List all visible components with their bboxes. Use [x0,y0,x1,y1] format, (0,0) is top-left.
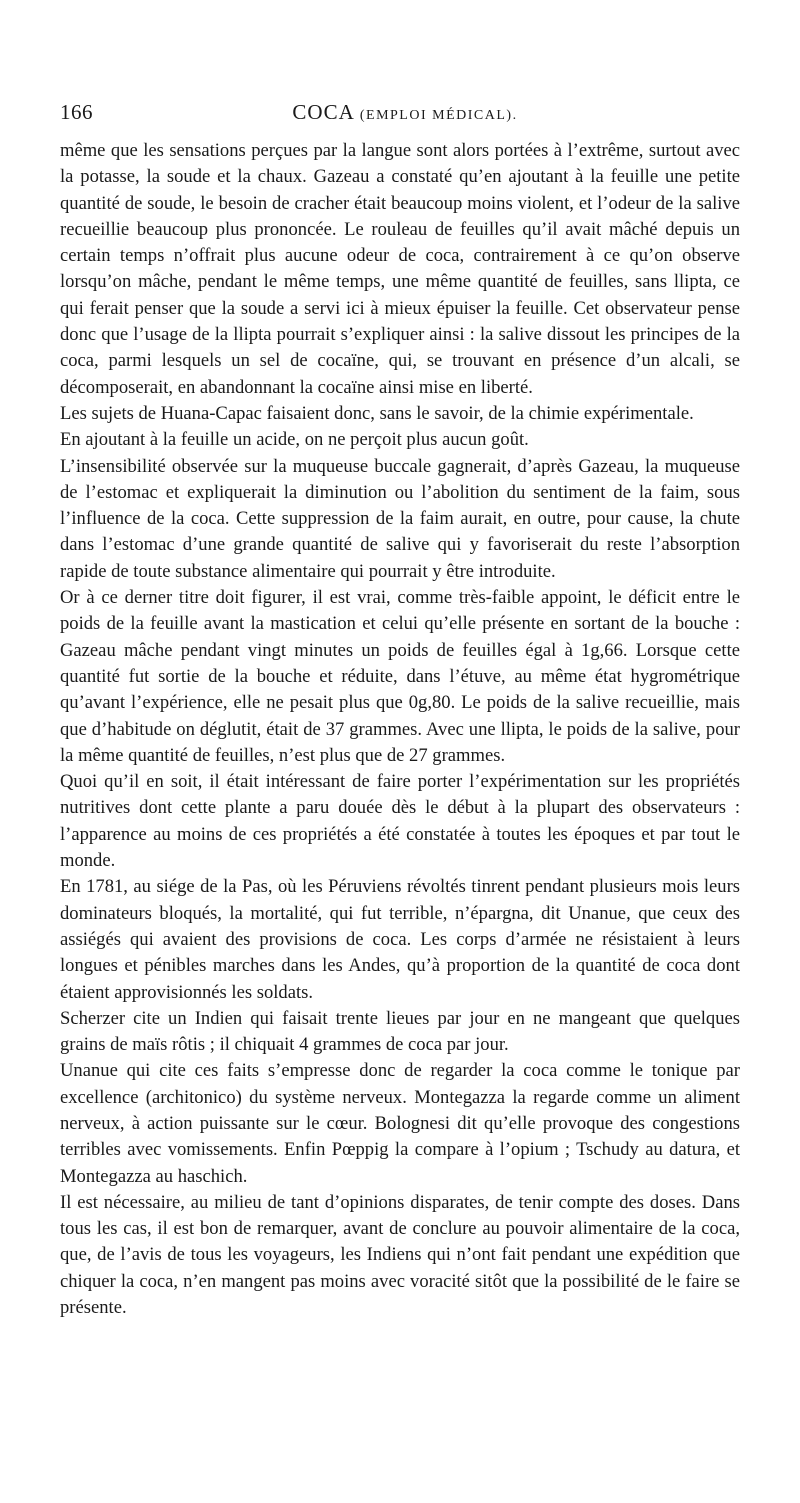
paragraph: En ajoutant à la feuille un acide, on ne perçoit plus aucun goût. [60,429,529,451]
running-title-main: COCA [292,100,354,124]
paragraph: Unanue qui cite ces faits s’empresse donc de regarder la coca comme le tonique par excellence (architonico) du système nerveux. Montegazza la regarde comme un aliment nerveux, à action puissante sur le cœur. Bolognesi dit qu’elle provoque des congestions terribles avec vomissements. Enfin Pœppig la compare à l’opium ; Tschudy au datura, et Montegazza au haschich. [60,1060,740,1187]
paragraph: L’insensibilité observée sur la muqueuse buccale gagnerait, d’après Gazeau, la muqueuse de l’estomac et expliquerait la diminution ou l’abolition du sentiment de la faim, sous l’influence de la coca. Cette suppression de la faim aurait, en outre, pour cause, la chute dans l’estomac d’une grande quantité de salive qui y favoriserait du reste l’absorption rapide de toute substance alimentaire qui pourrait y être introduite. [60,455,740,582]
paragraph: Les sujets de Huana-Capac faisaient donc, sans le savoir, de la chimie expérimentale. [60,402,694,424]
paragraph: Il est nécessaire, au milieu de tant d’opinions disparates, de tenir compte des doses. Dans tous les cas, il est bon de remarquer, avant de conclure au pouvoir alimentaire de la coca, que, de l’avis de tous les voyageurs, les Indiens qui n’ont fait pendant une expédition que chiquer la coca, n’en mangent pas moins avec voracité sitôt que la possibilité de le faire se présente. [60,1191,740,1319]
paragraph: Quoi qu’il en soit, il était intéressant de faire porter l’expérimentation sur les propriétés nutritives dont cette plante a paru douée dès le début à la plupart des observateurs : l’apparence au moins de ces propriétés a été constatée à toutes les époques et par tout le monde. [60,771,740,872]
body-text [60,138,740,1321]
running-title [120,100,740,125]
paragraph: même que les sensations perçues par la langue sont alors portées à l’extrême, surtout avec la potasse, la soude et la chaux. Gazeau a constaté qu’en ajoutant à la feuille une petite quantité de soude, le besoin de cracher était beaucoup moins violent, et l’odeur de la salive recueillie beaucoup plus prononcée. Le rouleau de feuilles qu’il avait mâché depuis un certain temps n’offrait plus aucune odeur de coca, contrairement à ce qu’on observe lorsqu’on mâche, pendant le même temps, une même quantité de feuilles, sans llipta, ce qui ferait penser que la soude a servi ici à mieux épuiser la feuille. Cet observateur pense donc que l’usage de la llipta pourrait s’expliquer ainsi : la salive dissout les principes de la coca, parmi lesquels un sel de cocaïne, qui, se trouvant en présence d’un alcali, se décomposerait, en abandonnant la cocaïne ainsi mise en liberté. [60,140,740,398]
running-title-sub: (EMPLOI MÉDICAL). [359,108,518,123]
running-header [60,100,740,130]
paragraph: En 1781, au siége de la Pas, où les Péruviens révoltés tinrent pendant plusieurs mois leurs dominateurs bloqués, la mortalité, qui fut terrible, n’épargna, dit Unanue, que ceux des assiégés qui avaient des provisions de coca. Les corps d’armée ne résistaient à leurs longues et pénibles marches dans les Andes, qu’à proportion de la quantité de coca dont étaient approvisionnés les soldats. [60,876,740,1003]
paragraph: Scherzer cite un Indien qui faisait trente lieues par jour en ne mangeant que quelques grains de maïs rôtis ; il chiquait 4 grammes de coca par jour. [60,1007,740,1056]
page-number: 166 [60,100,93,124]
paragraph: Or à ce derner titre doit figurer, il est vrai, comme très-faible appoint, le déficit entre le poids de la feuille avant la mastication et celui qu’elle présente en sortant de la bouche : Gazeau mâche pendant vingt minutes un poids de feuilles égal à 1g,66. Lorsque cette quantité fut sortie de la bouche et réduite, dans l’étuve, au même état hygrométrique qu’avant l’expérience, elle ne pesait plus que 0g,80. Le poids de la salive recueillie, mais que d’habitude on déglutit, était de 37 grammes. Avec une llipta, le poids de la salive, pour la même quantité de feuilles, n’est plus que de 27 grammes. [60,587,740,766]
